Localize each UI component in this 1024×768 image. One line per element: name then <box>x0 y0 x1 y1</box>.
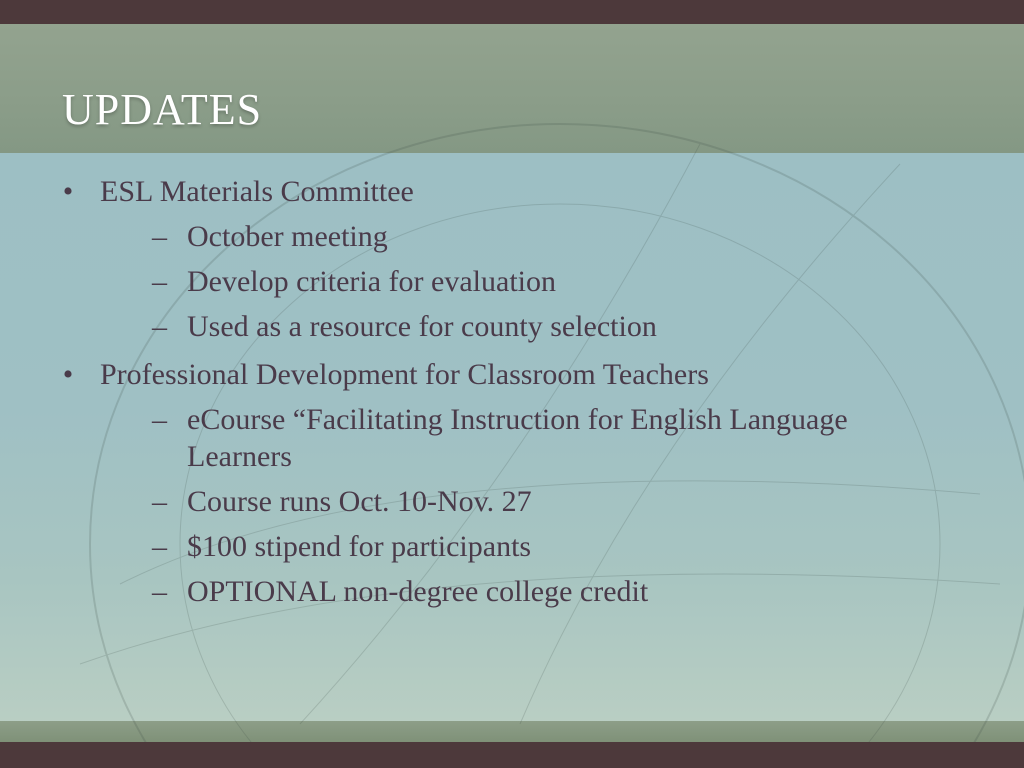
dash-icon: – <box>152 403 167 436</box>
dash-icon: – <box>152 220 167 253</box>
dash-icon: – <box>152 530 167 563</box>
bullet-icon: • <box>62 358 74 391</box>
sub-bullet-item <box>100 218 958 255</box>
sub-bullet-text: Course runs Oct. 10-Nov. 27 <box>187 485 532 518</box>
sub-bullet-text: eCourse “Facilitating Instruction for English Language Learners <box>187 403 848 473</box>
footer-band <box>0 721 1024 742</box>
slide-title: UPDATES <box>62 85 263 134</box>
sub-bullet-item <box>100 401 958 475</box>
sub-bullet-text: Develop criteria for evaluation <box>187 265 556 298</box>
sub-bullet-item <box>100 263 958 300</box>
dash-icon: – <box>152 485 167 518</box>
bullet-item-esl-committee <box>58 170 958 345</box>
sub-bullet-list <box>100 218 958 345</box>
bullet-list <box>58 170 958 618</box>
dash-icon: – <box>152 575 167 608</box>
dash-icon: – <box>152 310 167 343</box>
sub-bullet-text: $100 stipend for participants <box>187 530 532 563</box>
bullet-text: ESL Materials Committee <box>100 175 414 208</box>
sub-bullet-item <box>100 308 958 345</box>
bullet-icon: • <box>62 175 74 208</box>
bullet-item-professional-development <box>58 353 958 610</box>
sub-bullet-text: OPTIONAL non-degree college credit <box>187 575 649 608</box>
bottom-frame-bar <box>0 742 1024 768</box>
bullet-text: Professional Development for Classroom Teachers <box>100 358 709 391</box>
dash-icon: – <box>152 265 167 298</box>
sub-bullet-item <box>100 573 958 610</box>
sub-bullet-item <box>100 528 958 565</box>
sub-bullet-item <box>100 483 958 520</box>
top-frame-bar <box>0 0 1024 24</box>
sub-bullet-text: Used as a resource for county selection <box>187 310 657 343</box>
sub-bullet-text: October meeting <box>187 220 388 253</box>
sub-bullet-list <box>100 401 958 610</box>
